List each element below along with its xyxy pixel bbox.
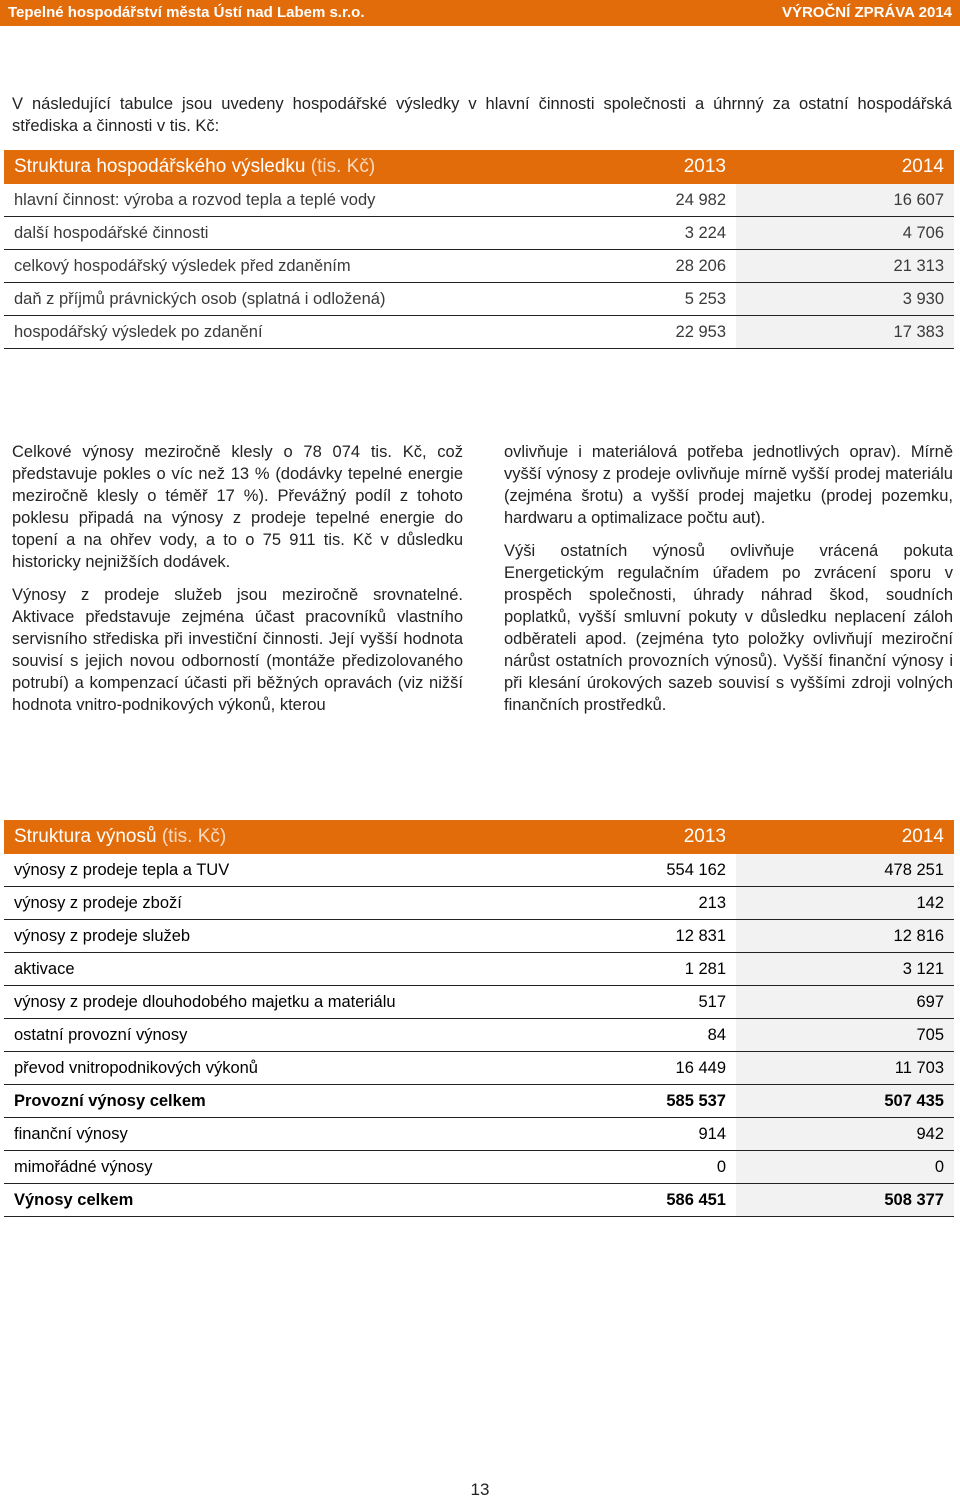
value-2014: 16 607 [736, 184, 954, 217]
paragraph: Výnosy z prodeje služeb jsou meziročně srovnatelné. Aktivace představuje zejména účast pracovníků vlastního servisního střediska při investiční činnosti. Její vyšší hodnota souvisí s jejich novou odborností (montáže předizolovaného potrubí) a kompenzací účasti při běžných opravách (viz nižší hodnota vnitro-podnikových výkonů, kterou [12, 586, 463, 714]
value-2013: 1 281 [566, 953, 736, 986]
profit-structure-table [4, 150, 954, 349]
value-2013: 28 206 [566, 250, 736, 283]
intro-paragraph: V následující tabulce jsou uvedeny hospodářské výsledky v hlavní činnosti společnosti a úhrnný za ostatní hospodářská střediska a činnosti v tis. Kč: [12, 95, 952, 135]
table-row [4, 953, 954, 986]
table-row [4, 1118, 954, 1151]
row-label: daň z příjmů právnických osob (splatná i odložená) [4, 283, 566, 316]
table-row [4, 887, 954, 920]
value-2013: 517 [566, 986, 736, 1019]
row-label: další hospodářské činnosti [4, 217, 566, 250]
report-title: VÝROČNÍ ZPRÁVA 2014 [781, 4, 952, 21]
column-header-2014: 2014 [736, 150, 954, 184]
value-2014: 942 [736, 1118, 954, 1151]
page-number: 13 [470, 1480, 490, 1499]
column-header-2013: 2013 [566, 820, 736, 854]
value-2014: 142 [736, 887, 954, 920]
table-row [4, 1184, 954, 1217]
table-row [4, 316, 954, 349]
value-2014: 3 930 [736, 283, 954, 316]
table-row [4, 854, 954, 887]
paragraph: ovlivňuje i materiálová potřeba jednotlivých oprav). Mírně vyšší výnosy z prodeje ovlivňuje mírně vyšší prodej materiálu (zejména šrotu) a vyšší prodej majetku (prodej pozemku, hardwaru a optimalizace počtu aut). [504, 443, 953, 527]
value-2014: 4 706 [736, 217, 954, 250]
table-row [4, 283, 954, 316]
table-row [4, 217, 954, 250]
value-2013: 5 253 [566, 283, 736, 316]
column-header-2013: 2013 [566, 150, 736, 184]
table-row [4, 1151, 954, 1184]
table-title: Struktura výnosů (tis. Kč) [4, 820, 566, 854]
value-2013: 586 451 [566, 1184, 736, 1217]
row-label: finanční výnosy [4, 1118, 566, 1151]
value-2013: 24 982 [566, 184, 736, 217]
value-2013: 22 953 [566, 316, 736, 349]
table-row [4, 184, 954, 217]
row-label: výnosy z prodeje zboží [4, 887, 566, 920]
value-2013: 914 [566, 1118, 736, 1151]
row-label: výnosy z prodeje tepla a TUV [4, 854, 566, 887]
value-2014: 17 383 [736, 316, 954, 349]
table-row [4, 250, 954, 283]
table-row [4, 1085, 954, 1118]
value-2014: 705 [736, 1019, 954, 1052]
table-row [4, 1052, 954, 1085]
value-2014: 3 121 [736, 953, 954, 986]
row-label: výnosy z prodeje dlouhodobého majetku a materiálu [4, 986, 566, 1019]
value-2014: 0 [736, 1151, 954, 1184]
value-2013: 554 162 [566, 854, 736, 887]
row-label: celkový hospodářský výsledek před zdaněním [4, 250, 566, 283]
column-header-2014: 2014 [736, 820, 954, 854]
table-title: Struktura hospodářského výsledku (tis. Kč) [4, 150, 566, 184]
value-2013: 3 224 [566, 217, 736, 250]
table-header-row [4, 150, 954, 184]
value-2014: 478 251 [736, 854, 954, 887]
row-label: mimořádné výnosy [4, 1151, 566, 1184]
value-2014: 11 703 [736, 1052, 954, 1085]
value-2014: 508 377 [736, 1184, 954, 1217]
value-2013: 84 [566, 1019, 736, 1052]
row-label: ostatní provozní výnosy [4, 1019, 566, 1052]
company-name: Tepelné hospodářství města Ústí nad Labem s.r.o. [8, 4, 365, 21]
table-row [4, 920, 954, 953]
value-2013: 213 [566, 887, 736, 920]
text-column-right [504, 441, 953, 727]
value-2014: 697 [736, 986, 954, 1019]
value-2013: 585 537 [566, 1085, 736, 1118]
table-row [4, 1019, 954, 1052]
row-label: Provozní výnosy celkem [4, 1085, 566, 1118]
paragraph: Výši ostatních výnosů ovlivňuje vrácená pokuta Energetickým regulačním úřadem po zvrácení sporu v prospěch společnosti, úhrady náhrad škod, soudních poplatků, vyšší smluvní pokuty v důsledku neplacení záloh odběrateli apod. (zejména tyto položky ovlivňují meziroční nárůst ostatních provozních výnosů). Vyšší finanční výnosy i při klesání úrokových sazeb souvisí s vyššími zdroji volných finančních prostředků. [504, 542, 953, 714]
value-2014: 21 313 [736, 250, 954, 283]
value-2013: 16 449 [566, 1052, 736, 1085]
running-header [0, 0, 960, 26]
value-2014: 507 435 [736, 1085, 954, 1118]
value-2013: 12 831 [566, 920, 736, 953]
row-label: výnosy z prodeje služeb [4, 920, 566, 953]
row-label: hlavní činnost: výroba a rozvod tepla a teplé vody [4, 184, 566, 217]
paragraph: Celkové výnosy meziročně klesly o 78 074 tis. Kč, což představuje pokles o víc než 13 % (dodávky tepelné energie meziročně klesly o téměř 17 %). Převážný podíl z tohoto poklesu připadá na výnosy z prodeje tepelné energie do topení a na ohřev vody, a to o 75 911 tis. Kč v důsledku historicky nejnižších dodávek. [12, 443, 463, 571]
revenue-structure-table [4, 820, 954, 1217]
row-label: převod vnitropodnikových výkonů [4, 1052, 566, 1085]
table-row [4, 986, 954, 1019]
row-label: aktivace [4, 953, 566, 986]
text-column-left [12, 441, 463, 727]
value-2014: 12 816 [736, 920, 954, 953]
row-label: Výnosy celkem [4, 1184, 566, 1217]
table-header-row [4, 820, 954, 854]
value-2013: 0 [566, 1151, 736, 1184]
row-label: hospodářský výsledek po zdanění [4, 316, 566, 349]
